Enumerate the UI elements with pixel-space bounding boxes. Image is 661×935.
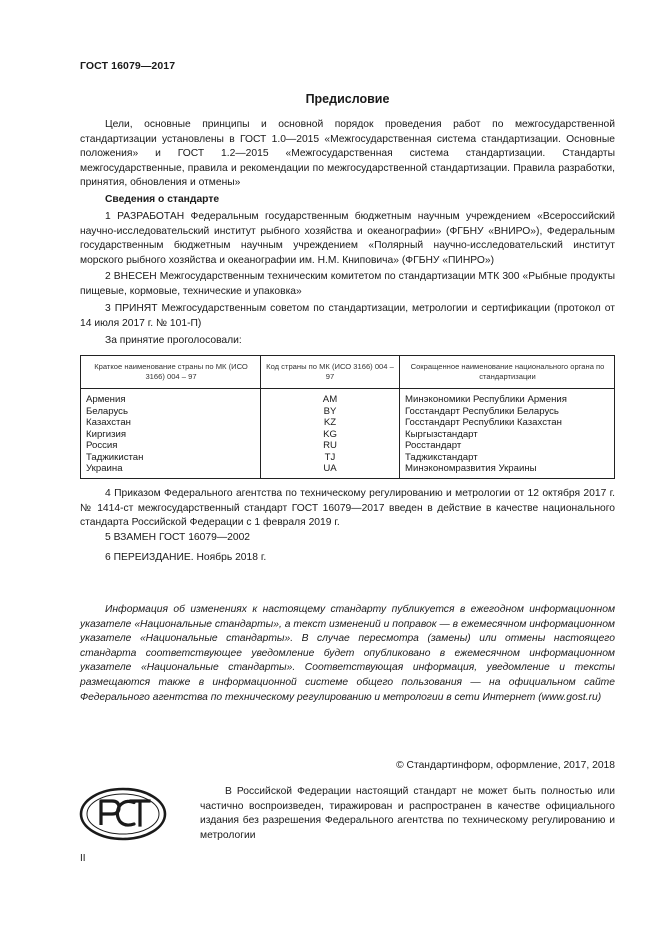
copyright: © Стандартинформ, оформление, 2017, 2018: [396, 760, 615, 771]
table-row: [81, 406, 615, 418]
country-cell: Беларусь: [81, 406, 261, 418]
item-introduced: 2 ВНЕСЕН Межгосударственным техническим комитетом по стандартизации МТК 300 «Рыбные продукты пищевые, кормовые, технические и упаковка»: [80, 271, 615, 297]
page-title: Предисловие: [305, 92, 390, 106]
country-cell: Украина: [81, 463, 261, 478]
item-developed: 1 РАЗРАБОТАН Федеральным государственным бюджетным научным учреждением «Всероссийский научно-исследовательский институт рыбного хозяйства и океанографии» (ФГБНУ «ВНИРО»), Федеральным государственным бюджетным научным учреждением «Полярный научно-исследовательский институт морского рыбного хозяйства и океанографии им. Н.М. Книповича» (ФГБНУ «ПИНРО»): [80, 211, 615, 266]
code-cell: UA: [261, 463, 400, 478]
code-cell: KZ: [261, 417, 400, 429]
code-cell: TJ: [261, 452, 400, 464]
code-cell: AM: [261, 389, 400, 406]
country-cell: Россия: [81, 440, 261, 452]
item-replaces: 5 ВЗАМЕН ГОСТ 16079—2002: [105, 532, 251, 543]
country-cell: Киргизия: [81, 429, 261, 441]
body-cell: Минэкономразвития Украины: [400, 463, 615, 478]
info-notice: Информация об изменениях к настоящему стандарту публикуется в ежегодном информационном указателе «Национальные стандарты», а текст изменений и поправок — в ежемесячном информационном указателе «Национальные стандарты». В случае пересмотра (замены) или отмены настоящего стандарта соответствующее уведомление будет опубликовано в ежемесячном информационном указателе «Национальные стандарты». Соответствующая информация, уведомление и тексты размещаются также в информационной системе общего пользования — на официальном сайте Федерального агентства по техническому регулированию и метрологии в сети Интернет (www.gost.ru): [80, 604, 615, 703]
code-cell: KG: [261, 429, 400, 441]
country-cell: Таджикистан: [81, 452, 261, 464]
body-cell: Госстандарт Республики Беларусь: [400, 406, 615, 418]
voted-label: За принятие проголосовали:: [105, 335, 242, 346]
item-adopted: 3 ПРИНЯТ Межгосударственным советом по стандартизации, метрологии и сертификации (протокол от 14 июля 2017 г. № 101-П): [80, 303, 615, 329]
table-row: [81, 452, 615, 464]
body-cell: Росстандарт: [400, 440, 615, 452]
item-reissue: 6 ПЕРЕИЗДАНИЕ. Ноябрь 2018 г.: [105, 552, 267, 563]
rst-certification-mark-icon: [79, 787, 167, 841]
country-cell: Казахстан: [81, 417, 261, 429]
body-cell: Минэкономики Республики Армения: [400, 389, 615, 406]
column-header-code: Код страны по МК (ИСО 3166) 004 – 97: [261, 356, 400, 389]
item-enacted: 4 Приказом Федерального агентства по техническому регулированию и метрологии от 12 октября 2017 г. № 1414-ст межгосударственный стандарт ГОСТ 16079—2017 введен в действие в качестве национального стандарта Российской Федерации с 1 февраля 2019 г.: [80, 488, 615, 529]
table-row: [81, 463, 615, 478]
voting-table: [80, 355, 615, 479]
doc-number-header: ГОСТ 16079—2017: [80, 60, 176, 72]
code-cell: BY: [261, 406, 400, 418]
table-row: [81, 417, 615, 429]
body-cell: Кыргызстандарт: [400, 429, 615, 441]
intro-paragraph: Цели, основные принципы и основной порядок проведения работ по межгосударственной стандартизации установлены в ГОСТ 1.0—2015 «Межгосударственная система стандартизации. Основные положения» и ГОСТ 1.2—2015 «Межгосударственная система стандартизации. Стандарты межгосударственные, правила и рекомендации по межгосударственной стандартизации. Правила разработки, принятия, обновления и отмены»: [80, 119, 615, 189]
column-header-body: Сокращенное наименование национального органа по стандартизации: [400, 356, 615, 389]
table-row: [81, 429, 615, 441]
body-cell: Таджикстандарт: [400, 452, 615, 464]
body-cell: Госстандарт Республики Казахстан: [400, 417, 615, 429]
country-cell: Армения: [81, 389, 261, 406]
code-cell: RU: [261, 440, 400, 452]
table-header-row: [81, 356, 615, 389]
column-header-country: Краткое наименование страны по МК (ИСО 3166) 004 – 97: [81, 356, 261, 389]
page-number: II: [80, 853, 86, 864]
table-row: [81, 389, 615, 406]
table-row: [81, 440, 615, 452]
reproduction-notice: В Российской Федерации настоящий стандарт не может быть полностью или частично воспроизведен, тиражирован и распространен в качестве официального издания без разрешения Федерального агентства по техническому регулированию и метрологии: [200, 786, 615, 841]
about-heading: Сведения о стандарте: [105, 194, 220, 205]
